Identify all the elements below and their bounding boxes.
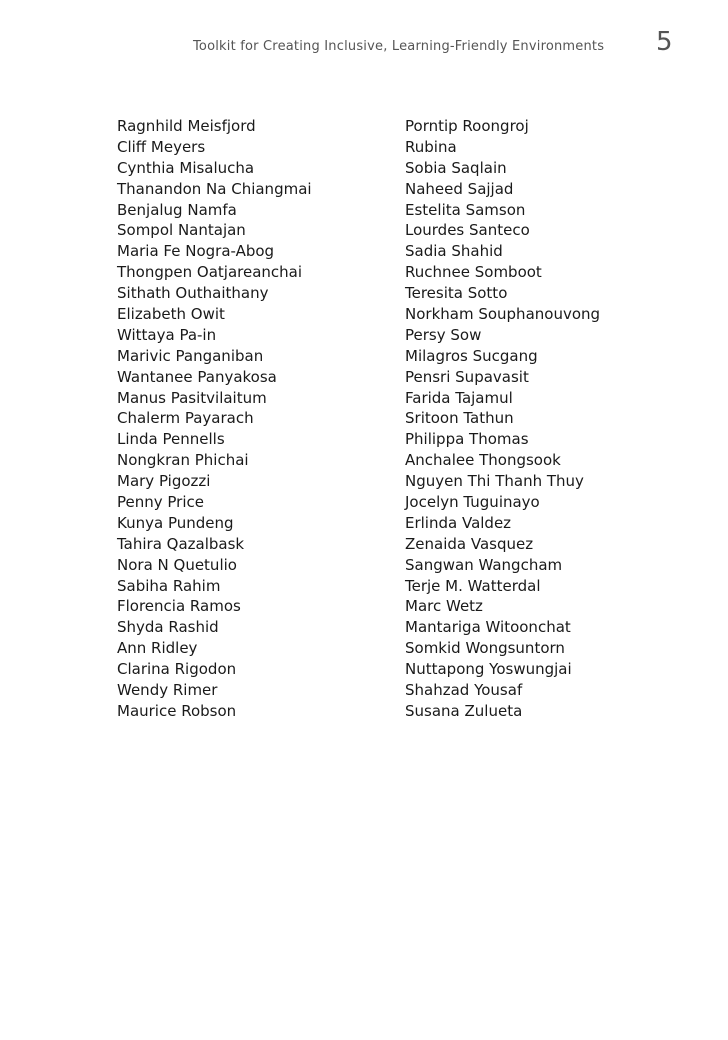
name-entry: Kunya Pundeng — [117, 513, 234, 532]
name-entry: Thanandon Na Chiangmai — [117, 179, 312, 198]
name-entry: Rubina — [405, 137, 457, 156]
name-entry: Marivic Panganiban — [117, 346, 264, 365]
name-entry: Farida Tajamul — [405, 388, 513, 407]
name-entry: Shahzad Yousaf — [405, 681, 523, 700]
name-entry: Nongkran Phichai — [117, 451, 249, 470]
name-entry: Marc Wetz — [405, 597, 483, 616]
name-entry: Sobia Saqlain — [405, 158, 507, 177]
name-entry: Penny Price — [117, 493, 204, 512]
name-entry: Norkham Souphanouvong — [405, 305, 601, 324]
name-entry: Milagros Sucgang — [405, 346, 538, 365]
name-entry: Manus Pasitvilaitum — [117, 388, 267, 407]
name-entry: Persy Sow — [405, 325, 482, 344]
name-entry: Zenaida Vasquez — [405, 534, 534, 553]
name-entry: Erlinda Valdez — [405, 513, 512, 532]
name-entry: Mary Pigozzi — [117, 472, 211, 491]
name-entry: Shyda Rashid — [117, 618, 219, 637]
name-entry: Porntip Roongroj — [405, 117, 529, 135]
name-entry: Nora N Quetulio — [117, 555, 237, 574]
name-entry: Naheed Sajjad — [405, 179, 514, 198]
name-entry: Anchalee Thongsook — [405, 451, 561, 470]
name-entry: Ragnhild Meisfjord — [117, 117, 256, 135]
name-entry: Teresita Sotto — [405, 284, 508, 303]
header-title: Toolkit for Creating Inclusive, Learning-Friendly Environments — [193, 39, 605, 54]
names-column-left — [117, 116, 312, 722]
name-entry: Somkid Wongsuntorn — [405, 639, 565, 658]
page-number: 5 — [656, 27, 673, 57]
name-entry: Sritoon Tathun — [405, 409, 514, 428]
name-entry: Ruchnee Somboot — [405, 263, 542, 282]
name-entry: Wantanee Panyakosa — [117, 367, 277, 386]
name-entry: Wittaya Pa-in — [117, 325, 217, 344]
name-entry: Susana Zulueta — [405, 701, 523, 720]
names-column-right — [405, 116, 600, 722]
name-entry: Sompol Nantajan — [117, 221, 246, 240]
name-entry: Tahira Qazalbask — [117, 534, 245, 553]
name-entry: Maria Fe Nogra-Abog — [117, 242, 275, 261]
name-entry: Chalerm Payarach — [117, 409, 254, 428]
name-entry: Cliff Meyers — [117, 137, 206, 156]
name-entry: Benjalug Namfa — [117, 200, 237, 219]
name-entry: Sadia Shahid — [405, 242, 503, 261]
name-entry: Sangwan Wangcham — [405, 555, 563, 574]
name-entry: Pensri Supavasit — [405, 367, 529, 386]
name-entry: Linda Pennells — [117, 430, 225, 449]
name-entry: Elizabeth Owit — [117, 305, 225, 324]
name-entry: Sabiha Rahim — [117, 576, 221, 595]
name-entry: Wendy Rimer — [117, 681, 218, 700]
name-entry: Lourdes Santeco — [405, 221, 530, 240]
name-entry: Nuttapong Yoswungjai — [405, 660, 572, 679]
name-entry: Jocelyn Tuguinayo — [405, 493, 540, 512]
name-entry: Estelita Samson — [405, 200, 526, 219]
name-entry: Ann Ridley — [117, 639, 198, 658]
name-entry: Clarina Rigodon — [117, 660, 237, 679]
name-entry: Thongpen Oatjareanchai — [117, 263, 303, 282]
name-entry: Cynthia Misalucha — [117, 158, 255, 177]
name-entry: Sithath Outhaithany — [117, 284, 269, 303]
name-entry: Philippa Thomas — [405, 430, 529, 449]
name-entry: Terje M. Watterdal — [405, 576, 541, 595]
name-entry: Florencia Ramos — [117, 597, 241, 616]
name-entry: Nguyen Thi Thanh Thuy — [405, 472, 584, 491]
name-entry: Mantariga Witoonchat — [405, 618, 571, 637]
name-entry: Maurice Robson — [117, 701, 237, 720]
